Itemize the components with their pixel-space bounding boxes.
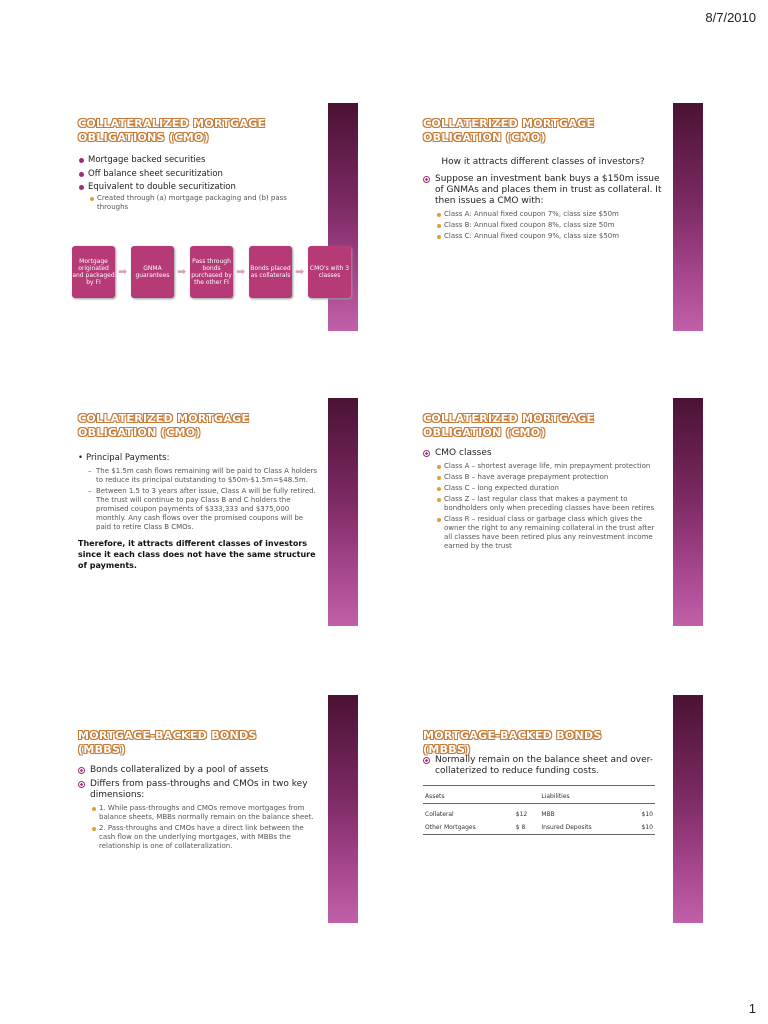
slide-2 bbox=[415, 103, 703, 331]
arrow-right-icon: ➡ bbox=[295, 265, 305, 278]
slide-content bbox=[78, 453, 318, 571]
table-cell: $10 bbox=[641, 811, 653, 818]
slide-6 bbox=[415, 695, 703, 923]
table-cell: $10 bbox=[641, 824, 653, 831]
dash-item: – The $1.5m cash flows remaining will be paid to Class A holders to reduce its principal outstanding to $50m-$1.5m=$48.5m. bbox=[88, 467, 318, 485]
table-cell: MBB bbox=[541, 811, 555, 818]
slide-1 bbox=[70, 103, 358, 331]
table-header-row bbox=[423, 790, 655, 804]
bullet bbox=[78, 779, 318, 851]
flow-step: CMO's with 3 classes bbox=[308, 246, 351, 298]
bullet-text: Equivalent to double securitization bbox=[88, 182, 236, 192]
bullet: • Principal Payments: bbox=[78, 453, 318, 464]
slide-accent-bar bbox=[673, 398, 703, 626]
sub-bullet: Class C – long expected duration bbox=[435, 484, 663, 493]
arrow-right-icon: ➡ bbox=[118, 265, 128, 278]
slide-content bbox=[78, 155, 318, 215]
bullet: Normally remain on the balance sheet and over-collaterized to reduce funding costs. bbox=[423, 755, 663, 777]
flow-step: Bonds placed as collaterals bbox=[249, 246, 292, 298]
sub-bullet: 1. While pass-throughs and CMOs remove mortgages from balance sheets, MBBs normally remain on the balance sheet. bbox=[90, 804, 318, 822]
slide-3 bbox=[70, 398, 358, 626]
table-row bbox=[423, 808, 655, 821]
flow-step: GNMA guarantees bbox=[131, 246, 174, 298]
bullet-text: Differs from pass-throughs and CMOs in two key dimensions: bbox=[90, 779, 308, 800]
slide-title: MORTGAGE-BACKED BONDS (MBBS) bbox=[78, 729, 257, 756]
flow-diagram bbox=[70, 246, 352, 301]
slide-title: COLLATERIZED MORTGAGE OBLIGATION (CMO) bbox=[78, 412, 250, 439]
bullet bbox=[78, 182, 318, 212]
arrow-right-icon: ➡ bbox=[236, 265, 246, 278]
bullet bbox=[423, 448, 663, 551]
page-date: 8/7/2010 bbox=[705, 10, 756, 25]
sub-bullet: Class B – have average prepayment protection bbox=[435, 473, 663, 482]
slide-title: COLLATERIZED MORTGAGE OBLIGATION (CMO) bbox=[423, 117, 595, 144]
table-header: Liabilities bbox=[541, 793, 570, 800]
slide-accent-bar bbox=[328, 398, 358, 626]
sub-bullet: Created through (a) mortgage packaging and (b) pass throughs bbox=[88, 194, 318, 212]
table-cell: $ 8 bbox=[515, 824, 526, 831]
sub-bullet: 2. Pass-throughs and CMOs have a direct link between the cash flow on the underlying mortgages, with MBBs the relationship is one of collateralization. bbox=[90, 824, 318, 851]
bullet-text: Suppose an investment bank buys a $150m issue of GNMAs and places them in trust as collateral. It then issues a CMO with: bbox=[435, 174, 662, 206]
table-cell: Collateral bbox=[425, 811, 454, 818]
table-header: Assets bbox=[425, 793, 445, 800]
page-number: 1 bbox=[748, 1001, 756, 1016]
table-cell: $12 bbox=[515, 811, 528, 818]
bullet: Off balance sheet securitization bbox=[78, 169, 318, 180]
flow-step: Mortgage originated and packaged by FI bbox=[72, 246, 115, 298]
balance-sheet-table bbox=[423, 785, 655, 839]
sub-bullet: Class R – residual class or garbage class which gives the owner the right to any remaining collateral in the trust after all classes have been retired plus any reinvestment income earned by the trust bbox=[435, 515, 663, 551]
sub-bullet: Class B: Annual fixed coupon 8%, class size 50m bbox=[435, 221, 663, 230]
conclusion-text: Therefore, it attracts different classes of investors since it each class does not have the same structure of payments. bbox=[78, 539, 316, 570]
slide-accent-bar bbox=[328, 695, 358, 923]
slide-content bbox=[78, 765, 318, 854]
table-cell: Insured Deposits bbox=[541, 824, 592, 831]
slide-title: MORTGAGE-BACKED BONDS (MBBS) bbox=[423, 729, 602, 756]
slide-accent-bar bbox=[673, 103, 703, 331]
flow-step: Pass through bonds purchased by the other FI bbox=[190, 246, 233, 298]
bullet-text: CMO classes bbox=[435, 448, 492, 458]
bullet: Bonds collateralized by a pool of assets bbox=[78, 765, 318, 776]
bullet bbox=[423, 174, 663, 241]
slide-content bbox=[423, 157, 663, 244]
sub-bullet: Class C: Annual fixed coupon 9%, class size $50m bbox=[435, 232, 663, 241]
slide-content bbox=[423, 448, 663, 554]
dash-item: – Between 1.5 to 3 years after issue, Class A will be fully retired. The trust will continue to pay Class B and C holders the promised coupon payments of $333,333 and $375,000 monthly. Any cash flows over the promised coupons will be paid to retire Class B CMOs. bbox=[88, 487, 318, 532]
arrow-right-icon: ➡ bbox=[177, 265, 187, 278]
slide-accent-bar bbox=[673, 695, 703, 923]
sub-bullet: Class A – shortest average life, min prepayment protection bbox=[435, 462, 663, 471]
sub-bullet: Class A: Annual fixed coupon 7%, class size $50m bbox=[435, 210, 663, 219]
table-row bbox=[423, 821, 655, 835]
slide-4 bbox=[415, 398, 703, 626]
slide-5 bbox=[70, 695, 358, 923]
table-cell: Other Mortgages bbox=[425, 824, 476, 831]
slide-question: How it attracts different classes of investors? bbox=[441, 157, 645, 167]
slide-title: COLLATERIZED MORTGAGE OBLIGATION (CMO) bbox=[423, 412, 595, 439]
slide-content bbox=[423, 755, 663, 839]
slide-title: COLLATERALIZED MORTGAGE OBLIGATIONS (CMO) bbox=[78, 117, 266, 144]
bullet: Mortgage backed securities bbox=[78, 155, 318, 166]
sub-bullet: Class Z – last regular class that makes a payment to bondholders only when preceding classes have been retires bbox=[435, 495, 663, 513]
